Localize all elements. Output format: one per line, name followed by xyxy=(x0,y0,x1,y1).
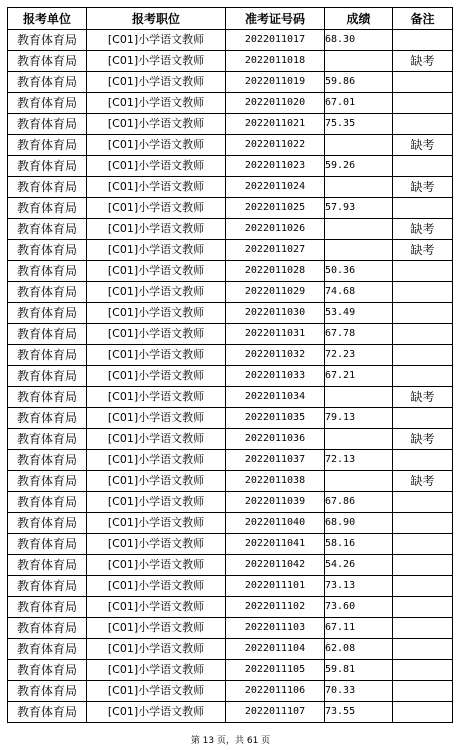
cell-ticket-number: 2022011029 xyxy=(226,282,325,303)
cell-position: [C01]小学语文教师 xyxy=(87,324,226,345)
cell-position: [C01]小学语文教师 xyxy=(87,30,226,51)
cell-unit: 教育体育局 xyxy=(8,492,87,513)
cell-ticket-number: 2022011027 xyxy=(226,240,325,261)
cell-note xyxy=(393,261,453,282)
cell-note xyxy=(393,534,453,555)
cell-position: [C01]小学语文教师 xyxy=(87,135,226,156)
cell-ticket-number: 2022011105 xyxy=(226,660,325,681)
cell-ticket-number: 2022011032 xyxy=(226,345,325,366)
cell-position: [C01]小学语文教师 xyxy=(87,450,226,471)
table-row xyxy=(8,534,453,555)
cell-position: [C01]小学语文教师 xyxy=(87,51,226,72)
cell-note xyxy=(393,639,453,660)
cell-note: 缺考 xyxy=(393,387,453,408)
cell-unit: 教育体育局 xyxy=(8,282,87,303)
cell-score: 53.49 xyxy=(325,303,393,324)
cell-note xyxy=(393,345,453,366)
cell-note xyxy=(393,576,453,597)
cell-score xyxy=(325,219,393,240)
cell-note xyxy=(393,30,453,51)
cell-unit: 教育体育局 xyxy=(8,681,87,702)
cell-unit: 教育体育局 xyxy=(8,597,87,618)
cell-note xyxy=(393,156,453,177)
table-row xyxy=(8,387,453,408)
cell-note xyxy=(393,555,453,576)
header-unit: 报考单位 xyxy=(8,8,87,30)
cell-ticket-number: 2022011019 xyxy=(226,72,325,93)
table-row xyxy=(8,261,453,282)
cell-unit: 教育体育局 xyxy=(8,702,87,723)
cell-score: 67.78 xyxy=(325,324,393,345)
cell-position: [C01]小学语文教师 xyxy=(87,408,226,429)
cell-unit: 教育体育局 xyxy=(8,156,87,177)
cell-note xyxy=(393,198,453,219)
table-row xyxy=(8,345,453,366)
cell-unit: 教育体育局 xyxy=(8,135,87,156)
cell-ticket-number: 2022011023 xyxy=(226,156,325,177)
cell-ticket-number: 2022011038 xyxy=(226,471,325,492)
cell-position: [C01]小学语文教师 xyxy=(87,576,226,597)
table-row xyxy=(8,114,453,135)
cell-unit: 教育体育局 xyxy=(8,345,87,366)
header-score: 成绩 xyxy=(325,8,393,30)
cell-unit: 教育体育局 xyxy=(8,177,87,198)
cell-score: 67.21 xyxy=(325,366,393,387)
table-row xyxy=(8,324,453,345)
cell-unit: 教育体育局 xyxy=(8,303,87,324)
cell-score xyxy=(325,51,393,72)
cell-score: 73.55 xyxy=(325,702,393,723)
cell-position: [C01]小学语文教师 xyxy=(87,702,226,723)
cell-note xyxy=(393,492,453,513)
cell-ticket-number: 2022011039 xyxy=(226,492,325,513)
cell-note xyxy=(393,660,453,681)
cell-note xyxy=(393,324,453,345)
cell-score: 75.35 xyxy=(325,114,393,135)
cell-note: 缺考 xyxy=(393,177,453,198)
cell-unit: 教育体育局 xyxy=(8,51,87,72)
cell-position: [C01]小学语文教师 xyxy=(87,93,226,114)
cell-note: 缺考 xyxy=(393,51,453,72)
cell-position: [C01]小学语文教师 xyxy=(87,513,226,534)
cell-ticket-number: 2022011106 xyxy=(226,681,325,702)
cell-ticket-number: 2022011104 xyxy=(226,639,325,660)
cell-position: [C01]小学语文教师 xyxy=(87,114,226,135)
cell-ticket-number: 2022011021 xyxy=(226,114,325,135)
cell-score: 68.30 xyxy=(325,30,393,51)
cell-unit: 教育体育局 xyxy=(8,198,87,219)
cell-ticket-number: 2022011024 xyxy=(226,177,325,198)
table-row xyxy=(8,366,453,387)
cell-ticket-number: 2022011025 xyxy=(226,198,325,219)
cell-ticket-number: 2022011035 xyxy=(226,408,325,429)
cell-score: 73.60 xyxy=(325,597,393,618)
cell-note xyxy=(393,114,453,135)
cell-unit: 教育体育局 xyxy=(8,366,87,387)
table-row xyxy=(8,492,453,513)
cell-note xyxy=(393,618,453,639)
table-row xyxy=(8,639,453,660)
cell-score: 59.81 xyxy=(325,660,393,681)
page-footer: 第 13 页，共 61 页 xyxy=(190,736,271,746)
cell-score xyxy=(325,471,393,492)
cell-ticket-number: 2022011042 xyxy=(226,555,325,576)
cell-position: [C01]小学语文教师 xyxy=(87,240,226,261)
cell-unit: 教育体育局 xyxy=(8,72,87,93)
cell-score xyxy=(325,387,393,408)
table-row xyxy=(8,576,453,597)
cell-unit: 教育体育局 xyxy=(8,240,87,261)
cell-score: 50.36 xyxy=(325,261,393,282)
cell-note xyxy=(393,513,453,534)
cell-note: 缺考 xyxy=(393,429,453,450)
cell-score: 70.33 xyxy=(325,681,393,702)
cell-ticket-number: 2022011022 xyxy=(226,135,325,156)
cell-unit: 教育体育局 xyxy=(8,408,87,429)
table-row xyxy=(8,555,453,576)
cell-score: 72.13 xyxy=(325,450,393,471)
cell-score: 79.13 xyxy=(325,408,393,429)
header-note: 备注 xyxy=(393,8,453,30)
cell-position: [C01]小学语文教师 xyxy=(87,72,226,93)
cell-position: [C01]小学语文教师 xyxy=(87,219,226,240)
cell-position: [C01]小学语文教师 xyxy=(87,660,226,681)
cell-unit: 教育体育局 xyxy=(8,324,87,345)
table-row xyxy=(8,408,453,429)
cell-position: [C01]小学语文教师 xyxy=(87,303,226,324)
cell-note xyxy=(393,597,453,618)
cell-ticket-number: 2022011107 xyxy=(226,702,325,723)
cell-position: [C01]小学语文教师 xyxy=(87,282,226,303)
table-row xyxy=(8,660,453,681)
cell-position: [C01]小学语文教师 xyxy=(87,429,226,450)
cell-position: [C01]小学语文教师 xyxy=(87,345,226,366)
cell-position: [C01]小学语文教师 xyxy=(87,261,226,282)
cell-ticket-number: 2022011101 xyxy=(226,576,325,597)
results-table xyxy=(7,7,453,723)
cell-ticket-number: 2022011031 xyxy=(226,324,325,345)
cell-score: 73.13 xyxy=(325,576,393,597)
header-ticket-number: 准考证号码 xyxy=(226,8,325,30)
cell-position: [C01]小学语文教师 xyxy=(87,639,226,660)
cell-position: [C01]小学语文教师 xyxy=(87,177,226,198)
cell-score: 58.16 xyxy=(325,534,393,555)
results-sheet xyxy=(7,7,453,723)
cell-ticket-number: 2022011033 xyxy=(226,366,325,387)
cell-score xyxy=(325,240,393,261)
cell-note xyxy=(393,366,453,387)
cell-position: [C01]小学语文教师 xyxy=(87,681,226,702)
cell-position: [C01]小学语文教师 xyxy=(87,366,226,387)
cell-unit: 教育体育局 xyxy=(8,618,87,639)
cell-unit: 教育体育局 xyxy=(8,30,87,51)
table-body xyxy=(8,30,453,723)
cell-position: [C01]小学语文教师 xyxy=(87,597,226,618)
cell-score xyxy=(325,135,393,156)
cell-note xyxy=(393,450,453,471)
table-row xyxy=(8,30,453,51)
cell-ticket-number: 2022011040 xyxy=(226,513,325,534)
cell-score: 67.01 xyxy=(325,93,393,114)
cell-position: [C01]小学语文教师 xyxy=(87,471,226,492)
table-row xyxy=(8,177,453,198)
cell-note: 缺考 xyxy=(393,240,453,261)
cell-ticket-number: 2022011036 xyxy=(226,429,325,450)
cell-score: 62.08 xyxy=(325,639,393,660)
cell-ticket-number: 2022011030 xyxy=(226,303,325,324)
cell-unit: 教育体育局 xyxy=(8,93,87,114)
cell-unit: 教育体育局 xyxy=(8,660,87,681)
table-row xyxy=(8,156,453,177)
cell-score: 67.86 xyxy=(325,492,393,513)
cell-note xyxy=(393,408,453,429)
cell-ticket-number: 2022011018 xyxy=(226,51,325,72)
cell-unit: 教育体育局 xyxy=(8,114,87,135)
header-row xyxy=(8,8,453,30)
cell-ticket-number: 2022011026 xyxy=(226,219,325,240)
cell-note xyxy=(393,93,453,114)
cell-note: 缺考 xyxy=(393,471,453,492)
cell-position: [C01]小学语文教师 xyxy=(87,492,226,513)
cell-unit: 教育体育局 xyxy=(8,219,87,240)
cell-position: [C01]小学语文教师 xyxy=(87,198,226,219)
cell-unit: 教育体育局 xyxy=(8,450,87,471)
table-row xyxy=(8,135,453,156)
table-row xyxy=(8,303,453,324)
cell-score: 74.68 xyxy=(325,282,393,303)
cell-ticket-number: 2022011020 xyxy=(226,93,325,114)
table-header xyxy=(8,8,453,30)
header-position: 报考职位 xyxy=(87,8,226,30)
cell-unit: 教育体育局 xyxy=(8,576,87,597)
cell-ticket-number: 2022011034 xyxy=(226,387,325,408)
cell-score: 59.26 xyxy=(325,156,393,177)
cell-unit: 教育体育局 xyxy=(8,261,87,282)
cell-note: 缺考 xyxy=(393,135,453,156)
cell-score xyxy=(325,429,393,450)
cell-unit: 教育体育局 xyxy=(8,387,87,408)
cell-position: [C01]小学语文教师 xyxy=(87,618,226,639)
table-row xyxy=(8,450,453,471)
cell-score: 72.23 xyxy=(325,345,393,366)
cell-score: 54.26 xyxy=(325,555,393,576)
cell-score: 68.90 xyxy=(325,513,393,534)
cell-unit: 教育体育局 xyxy=(8,429,87,450)
table-row xyxy=(8,282,453,303)
cell-ticket-number: 2022011041 xyxy=(226,534,325,555)
table-row xyxy=(8,240,453,261)
cell-score: 67.11 xyxy=(325,618,393,639)
table-row xyxy=(8,93,453,114)
cell-unit: 教育体育局 xyxy=(8,555,87,576)
cell-score xyxy=(325,177,393,198)
table-row xyxy=(8,618,453,639)
cell-ticket-number: 2022011102 xyxy=(226,597,325,618)
cell-unit: 教育体育局 xyxy=(8,534,87,555)
cell-position: [C01]小学语文教师 xyxy=(87,534,226,555)
cell-position: [C01]小学语文教师 xyxy=(87,555,226,576)
table-row xyxy=(8,513,453,534)
cell-unit: 教育体育局 xyxy=(8,513,87,534)
cell-score: 57.93 xyxy=(325,198,393,219)
cell-unit: 教育体育局 xyxy=(8,471,87,492)
cell-note xyxy=(393,72,453,93)
cell-position: [C01]小学语文教师 xyxy=(87,387,226,408)
cell-note xyxy=(393,681,453,702)
table-row xyxy=(8,702,453,723)
table-row xyxy=(8,681,453,702)
cell-note xyxy=(393,702,453,723)
cell-position: [C01]小学语文教师 xyxy=(87,156,226,177)
cell-unit: 教育体育局 xyxy=(8,639,87,660)
cell-score: 59.86 xyxy=(325,72,393,93)
table-row xyxy=(8,219,453,240)
table-row xyxy=(8,51,453,72)
table-row xyxy=(8,198,453,219)
table-row xyxy=(8,429,453,450)
cell-ticket-number: 2022011103 xyxy=(226,618,325,639)
cell-ticket-number: 2022011017 xyxy=(226,30,325,51)
table-row xyxy=(8,72,453,93)
cell-note xyxy=(393,282,453,303)
table-row xyxy=(8,597,453,618)
cell-note: 缺考 xyxy=(393,219,453,240)
cell-ticket-number: 2022011028 xyxy=(226,261,325,282)
cell-note xyxy=(393,303,453,324)
table-row xyxy=(8,471,453,492)
cell-ticket-number: 2022011037 xyxy=(226,450,325,471)
